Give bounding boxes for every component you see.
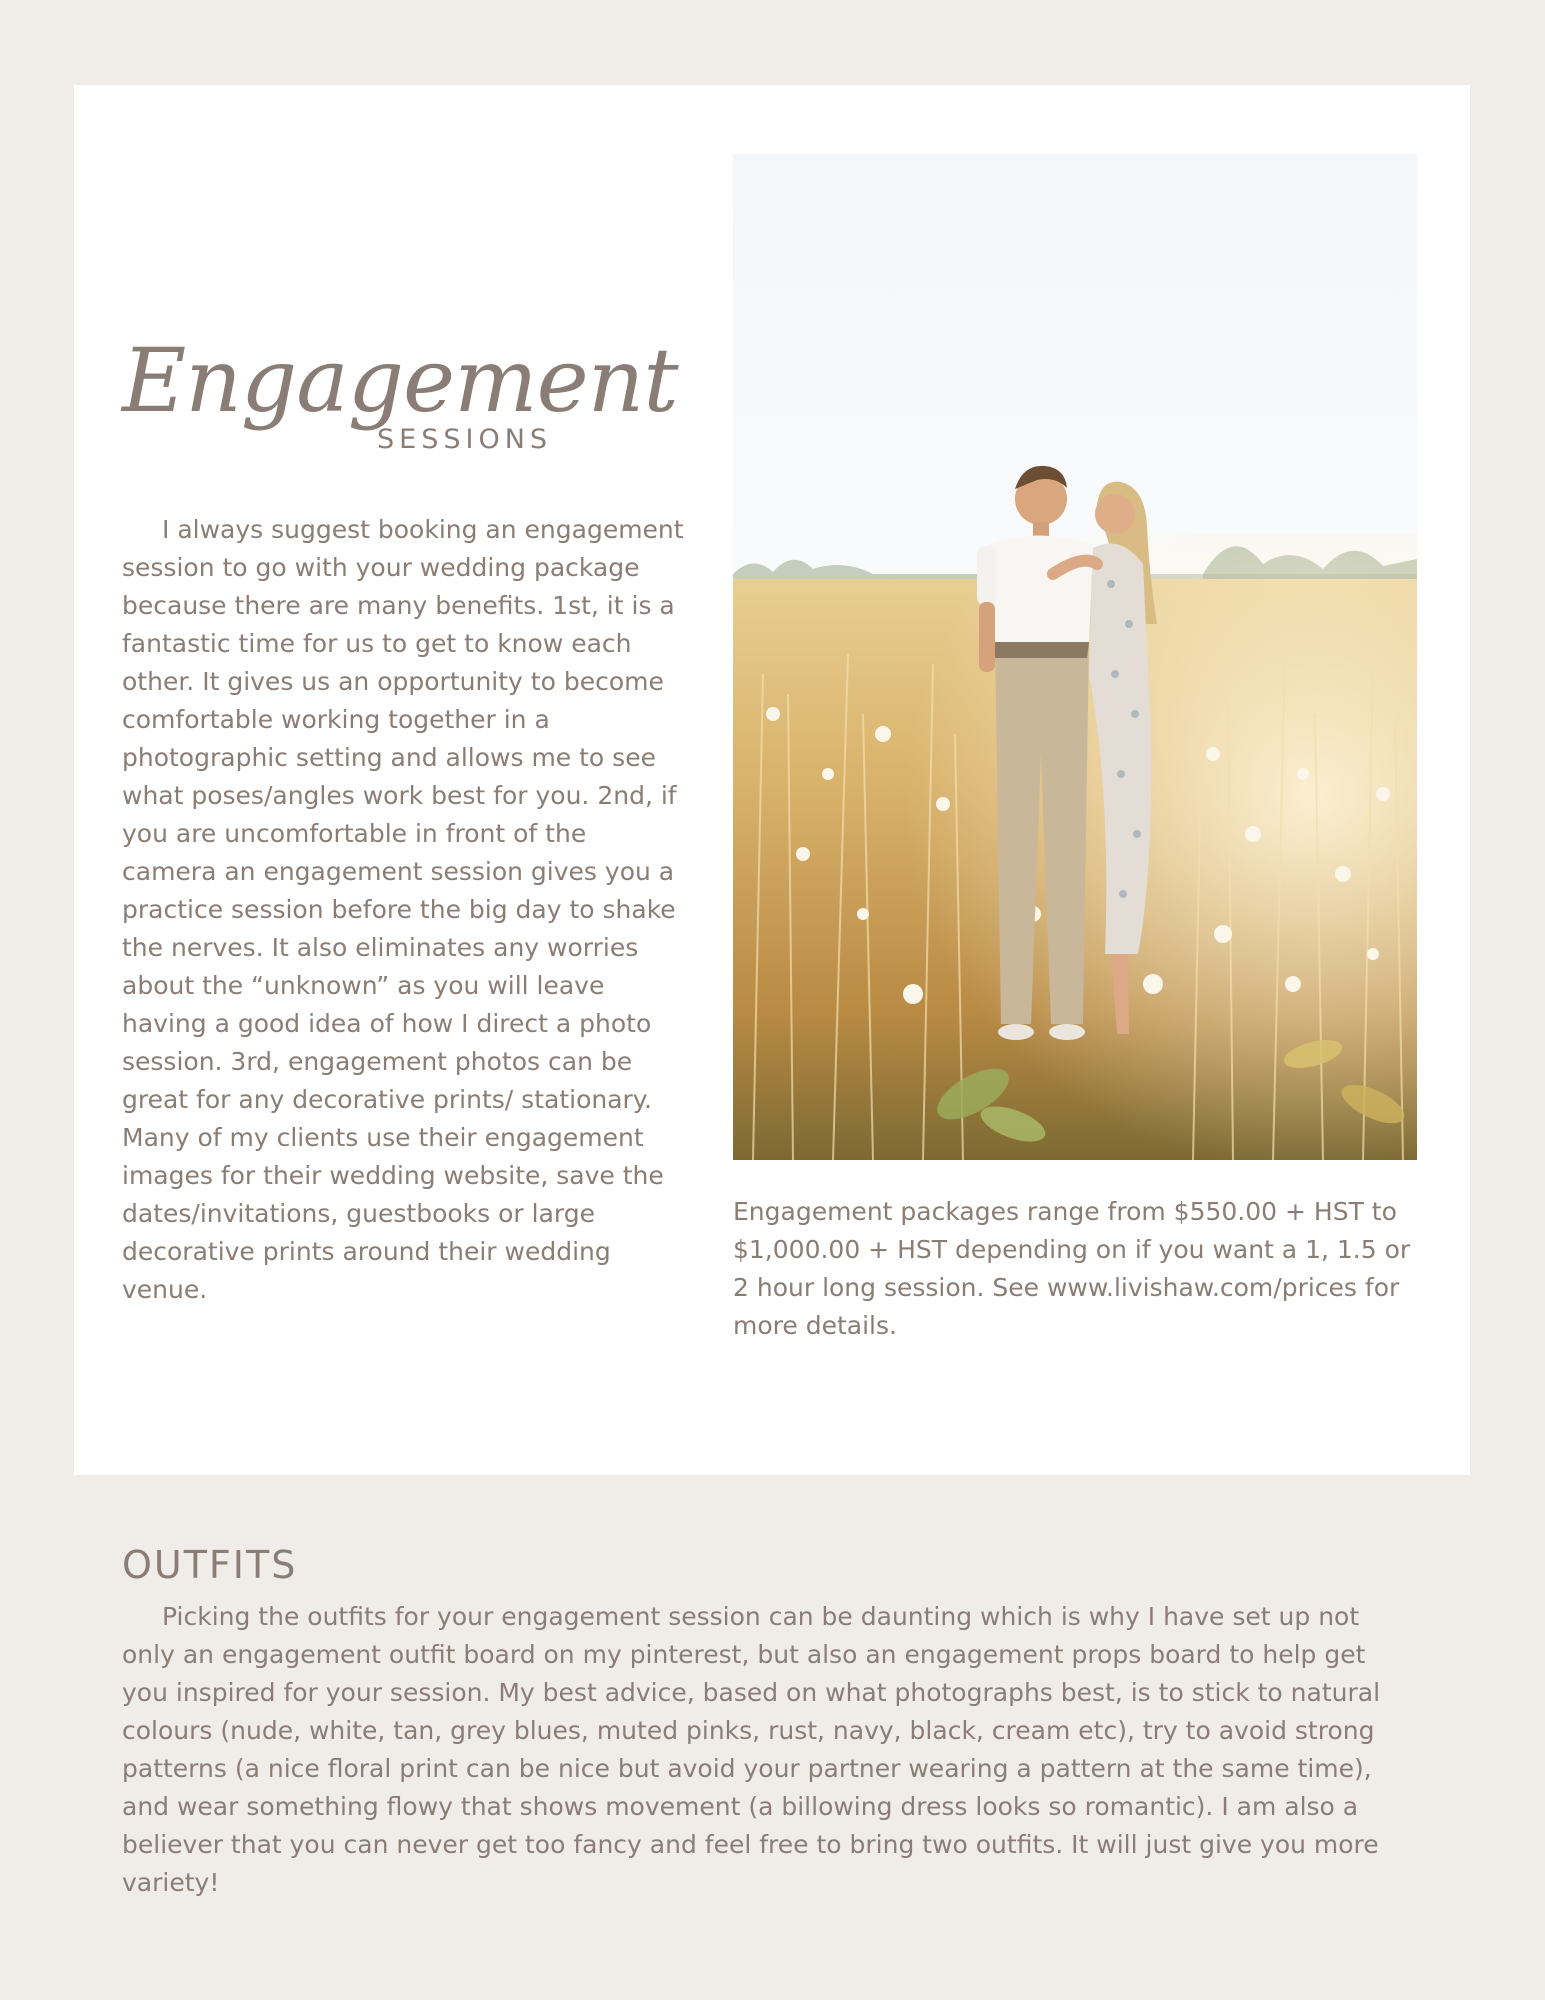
intro-paragraph: I always suggest booking an engagement session to go with your wedding package because there are many benefits. 1st, it is a fantastic time for us to get to know each other. It gives us an opportunity to become comfortable working together in a photographic setting and allows me to see what poses/angles work best for you. 2nd, if you are uncomfortable in front of the camera an engagement session gives you a practice session before the big day to shake the nerves. It also eliminates any worries about the “unknown” as you will leave having a good idea of how I direct a photo session. 3rd, engagement photos can be great for any decorative prints/ stationary. Many of my clients use their engagement images for their wedding website, save the dates/invitations, guestbooks or large decorative prints around their wedding venue. — [122, 515, 684, 1304]
pricing-caption: Engagement packages range from $550.00 + HST to $1,000.00 + HST depending on if you want a 1, 1.5 or 2 hour long session. See www.livishaw.com/prices for more details. — [733, 1197, 1411, 1340]
title-subtitle: SESSIONS — [377, 424, 553, 455]
couple-photo — [733, 154, 1417, 1160]
outfits-heading: OUTFITS — [122, 1543, 298, 1587]
content-card — [74, 85, 1470, 1475]
title-script: Engagement — [122, 329, 678, 432]
outfits-paragraph: Picking the outfits for your engagement session can be daunting which is why I have set up not only an engagement outfit board on my pinterest, but also an engagement props board to help get you inspired for your session. My best advice, based on what photographs best, is to stick to natural colours (nude, white, tan, grey blues, muted pinks, rust, navy, black, cream etc), try to avoid strong patterns (a nice floral print can be nice but avoid your partner wearing a pattern at the same time), and wear something flowy that shows movement (a billowing dress looks so romantic). I am also a believer that you can never get too fancy and feel free to bring two outfits. It will just give you more variety! — [122, 1602, 1381, 1897]
